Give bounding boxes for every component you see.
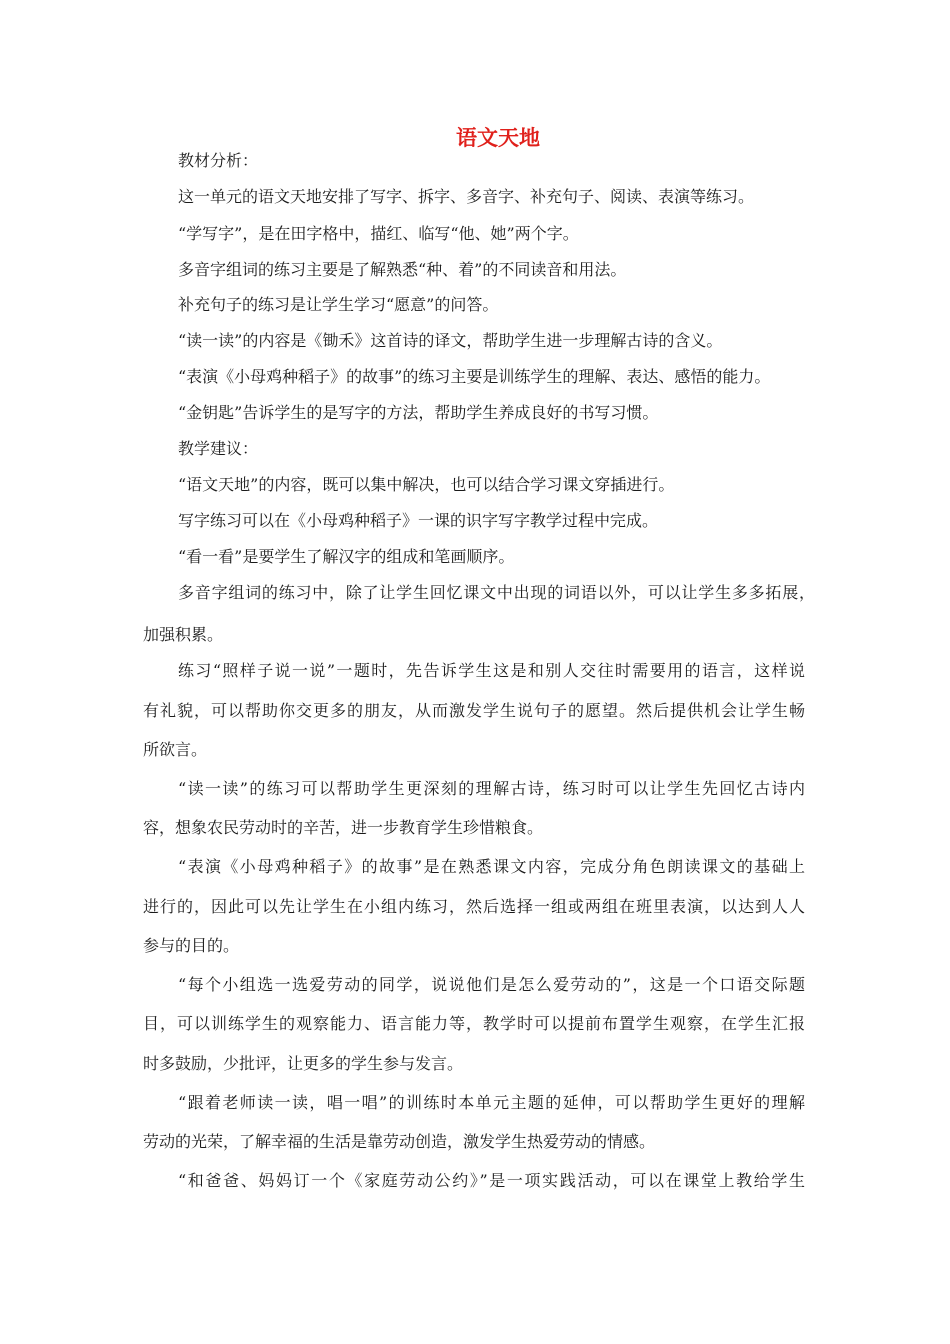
paragraph-line: 目，可以训练学生的观察能力、语言能力等，教学时可以提前布置学生观察，在学生汇报 xyxy=(143,1014,805,1033)
paragraph-line: 这一单元的语文天地安排了写字、拆字、多音字、补充句子、阅读、表演等练习。 xyxy=(178,187,755,206)
paragraph-line: 劳动的光荣，了解幸福的生活是靠劳动创造，激发学生热爱劳动的情感。 xyxy=(143,1132,656,1151)
paragraph-line: “和爸爸、妈妈订一个《家庭劳动公约》”是一项实践活动，可以在课堂上教给学生 xyxy=(178,1171,805,1190)
paragraph-line: “跟着老师读一读，唱一唱”的训练时本单元主题的延伸，可以帮助学生更好的理解 xyxy=(178,1093,805,1112)
paragraph-line: 多音字组词的练习主要是了解熟悉“种、着”的不同读音和用法。 xyxy=(178,260,627,279)
paragraph-line: “表演《小母鸡种稻子》的故事”是在熟悉课文内容，完成分角色朗读课文的基础上 xyxy=(178,857,805,876)
paragraph-line: “读一读”的内容是《锄禾》这首诗的译文，帮助学生进一步理解古诗的含义。 xyxy=(178,331,723,350)
paragraph-line: “语文天地”的内容，既可以集中解决，也可以结合学习课文穿插进行。 xyxy=(178,475,675,494)
paragraph-line: “表演《小母鸡种稻子》的故事”的练习主要是训练学生的理解、表达、感悟的能力。 xyxy=(178,367,771,386)
paragraph-line: 进行的，因此可以先让学生在小组内练习，然后选择一组或两组在班里表演，以达到人人 xyxy=(143,897,805,916)
paragraph-line: 时多鼓励，少批评，让更多的学生参与发言。 xyxy=(143,1054,464,1073)
paragraph-line: 多音字组词的练习中，除了让学生回忆课文中出现的词语以外，可以让学生多多拓展， xyxy=(178,583,815,602)
page-title: 语文天地 xyxy=(456,126,540,150)
paragraph-line: “每个小组选一选爱劳动的同学，说说他们是怎么爱劳动的”，这是一个口语交际题 xyxy=(178,975,805,994)
paragraph-line: “金钥匙”告诉学生的是写字的方法，帮助学生养成良好的书写习惯。 xyxy=(178,403,659,422)
paragraph-line: 容，想象农民劳动时的辛苦，进一步教育学生珍惜粮食。 xyxy=(143,818,544,837)
paragraph-line: “学写字”，是在田字格中，描红、临写“他、她”两个字。 xyxy=(178,224,579,243)
paragraph-line: 写字练习可以在《小母鸡种稻子》一课的识字写字教学过程中完成。 xyxy=(178,511,659,530)
paragraph-line: 练习“照样子说一说”一题时，先告诉学生这是和别人交往时需要用的语言，这样说 xyxy=(178,661,805,680)
section-heading-suggestions: 教学建议： xyxy=(178,439,259,458)
paragraph-line: “读一读”的练习可以帮助学生更深刻的理解古诗，练习时可以让学生先回忆古诗内 xyxy=(178,779,805,798)
paragraph-line: “看一看”是要学生了解汉字的组成和笔画顺序。 xyxy=(178,547,515,566)
section-heading-analysis: 教材分析： xyxy=(178,151,259,170)
paragraph-line: 有礼貌，可以帮助你交更多的朋友，从而激发学生说句子的愿望。然后提供机会让学生畅 xyxy=(143,701,805,720)
paragraph-line: 参与的目的。 xyxy=(143,936,240,955)
paragraph-line: 加强积累。 xyxy=(143,625,224,644)
paragraph-line: 所欲言。 xyxy=(143,740,208,759)
paragraph-line: 补充句子的练习是让学生学习“愿意”的问答。 xyxy=(178,295,499,314)
